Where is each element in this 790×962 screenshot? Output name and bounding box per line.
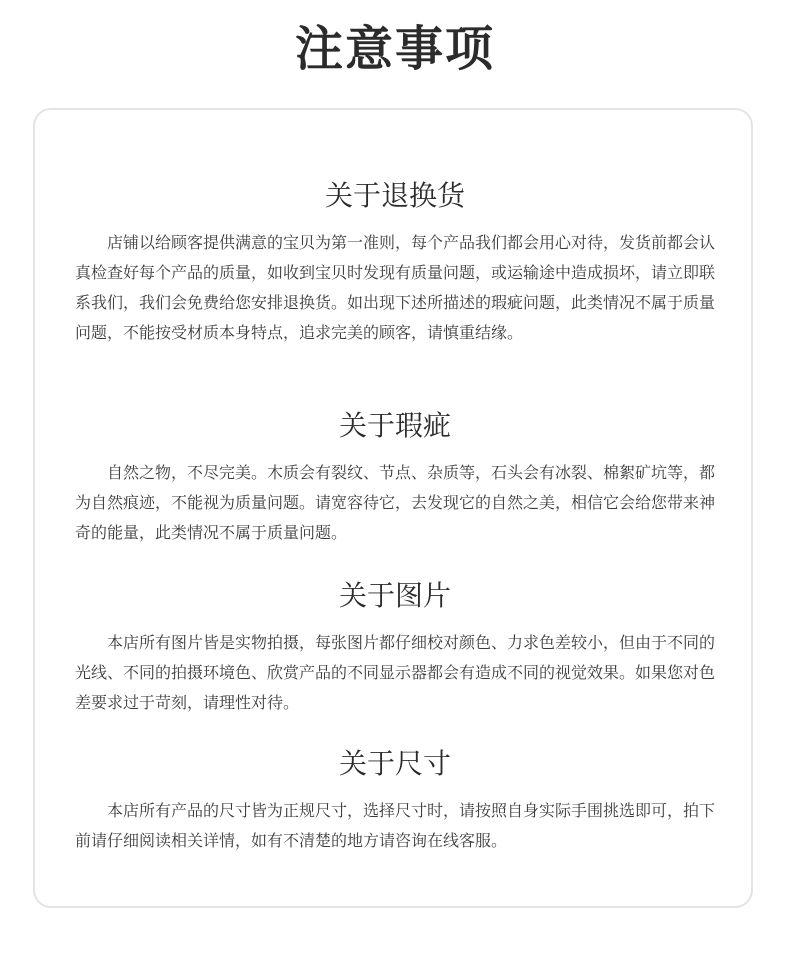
section-body-images: 本店所有图片皆是实物拍摄，每张图片都仔细校对颜色、力求色差较小，但由于不同的光线、不同的拍摄环境色、欣赏产品的不同显示器都会有造成不同的视觉效果。如果您对色差要求过于苛刻，请理性对待。 bbox=[75, 633, 716, 712]
notice-card bbox=[33, 108, 753, 908]
section-body-returns: 店铺以给顾客提供满意的宝贝为第一准则，每个产品我们都会用心对待，发货前都会认真检查好每个产品的质量，如收到宝贝时发现有质量问题，或运输途中造成损坏，请立即联系我们，我们会免费给您安排退换货。如出现下述所描述的瑕疵问题，此类情况不属于质量问题，不能按受材质本身特点，追求完美的顾客，请慎重结缘。 bbox=[75, 233, 716, 342]
section-heading-images: 关于图片 bbox=[338, 579, 451, 612]
section-heading-flaws: 关于瑕疵 bbox=[338, 409, 451, 442]
section-sizes bbox=[75, 744, 715, 856]
section-images bbox=[75, 576, 715, 718]
section-heading-sizes: 关于尺寸 bbox=[338, 747, 451, 780]
section-heading-returns: 关于退换货 bbox=[324, 179, 465, 212]
page-title: 注意事项 bbox=[294, 21, 495, 77]
section-returns bbox=[75, 176, 715, 348]
section-flaws bbox=[75, 406, 715, 548]
section-body-sizes: 本店所有产品的尺寸皆为正规尺寸，选择尺寸时，请按照自身实际手围挑选即可，拍下前请仔细阅读相关详情，如有不清楚的地方请咨询在线客服。 bbox=[75, 801, 716, 850]
section-body-flaws: 自然之物，不尽完美。木质会有裂纹、节点、杂质等，石头会有冰裂、棉絮矿坑等，都为自然痕迹，不能视为质量问题。请宽容待它，去发现它的自然之美，相信它会给您带来神奇的能量，此类情况不属于质量问题。 bbox=[75, 463, 716, 542]
